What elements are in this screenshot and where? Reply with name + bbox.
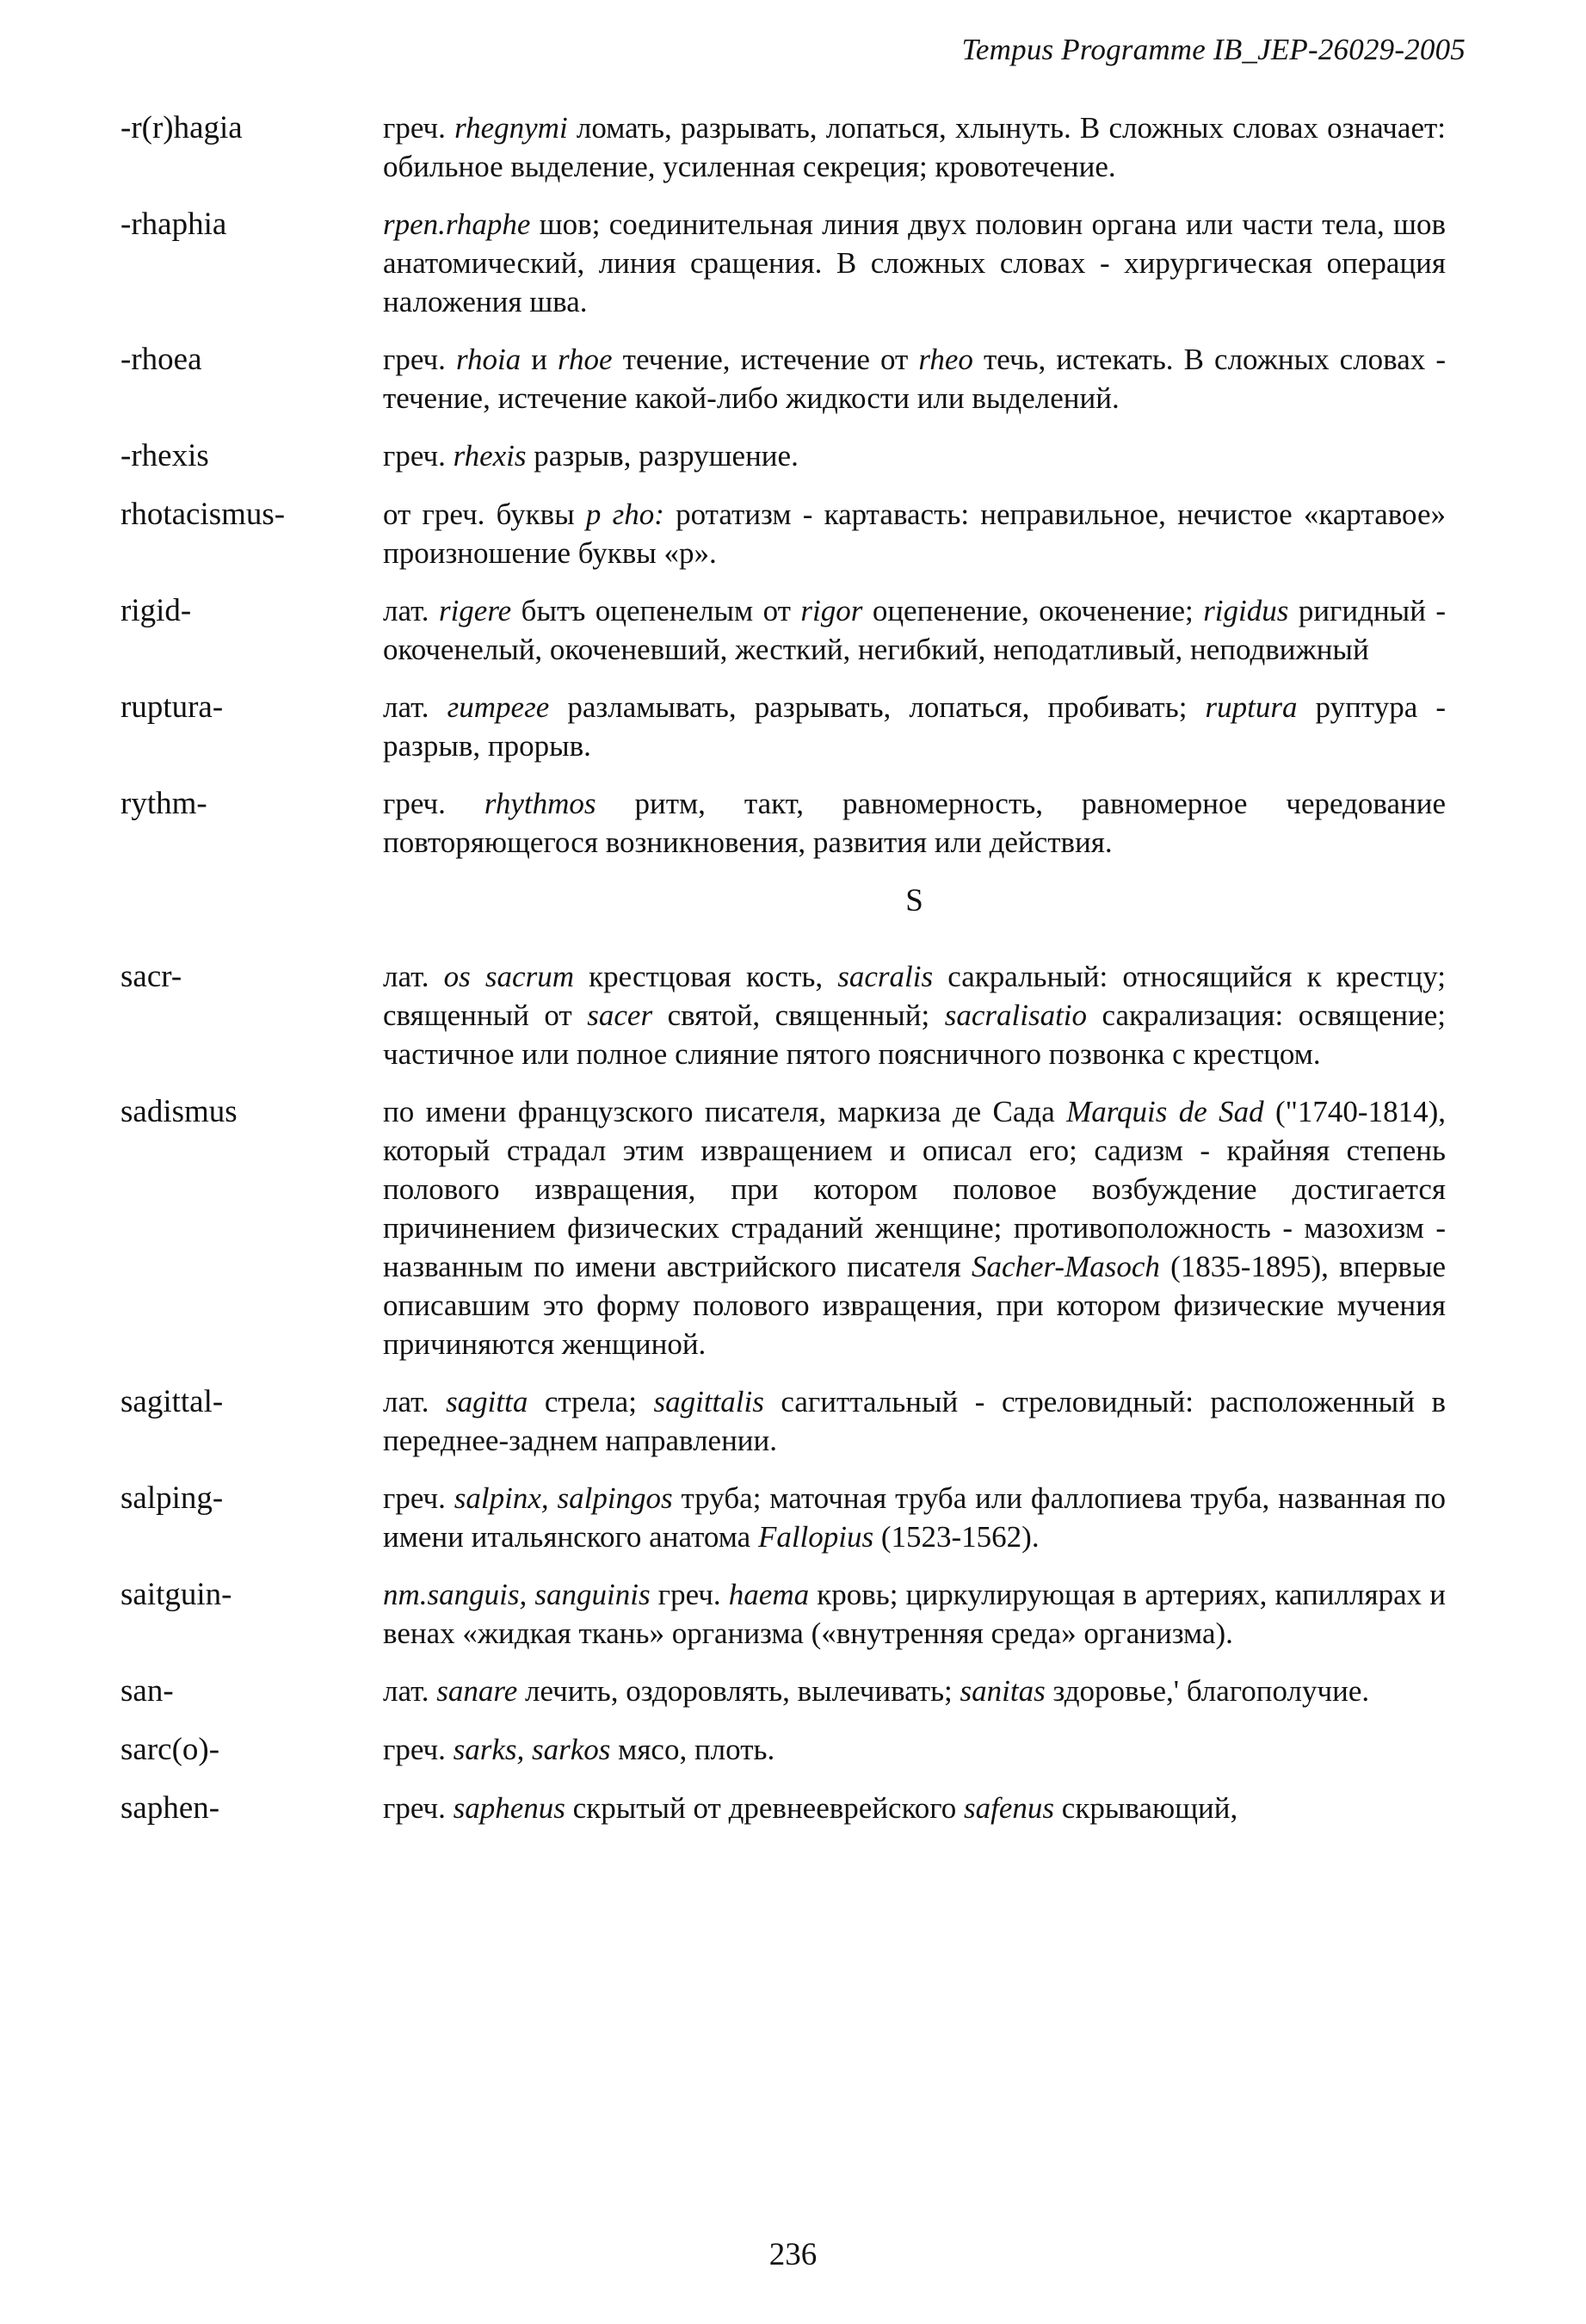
entry-term: -rhexis xyxy=(120,438,209,473)
definition-text: греч. xyxy=(650,1578,729,1611)
definition-text: греч. xyxy=(383,787,484,820)
definition-text: ритм, такт, равномерность, равномерное чередование повторяющегося возникновения, развития или действия. xyxy=(383,787,1447,859)
entry-term: rythm- xyxy=(120,786,207,821)
definition-italic-text: sacralisatio xyxy=(944,998,1088,1032)
definition-text: лат. xyxy=(383,1674,437,1708)
section-letter: S xyxy=(905,883,923,918)
glossary-entry xyxy=(120,108,1446,186)
definition-text: греч. xyxy=(383,111,455,145)
definition-text: греч. xyxy=(383,1481,454,1515)
definition-text: ротатизм - картавасть: неправильное, нечистое «картавое» произношение буквы «р». xyxy=(383,498,1446,570)
entry-term: rigid- xyxy=(120,593,192,628)
entry-definition xyxy=(383,1672,1446,1711)
definition-text: течение, истечение от xyxy=(612,343,919,376)
definition-text: сакральный: относящийся к крестцу; священный от xyxy=(383,960,1446,1032)
definition-text: лат. xyxy=(383,960,444,993)
definition-text: шов; соединительная линия двух половин органа или части тела, шов анатомический, линия сращения. В сложных словах - хирургическая операция наложения шва. xyxy=(383,207,1446,318)
entry-term: -r(r)hagia xyxy=(120,110,243,145)
entry-term: -rhaphia xyxy=(120,207,227,242)
definition-text: кровь; циркулирующая в артериях, капиллярах и венах «жидкая ткань» организма («внутренняя среда» организма). xyxy=(383,1578,1446,1650)
definition-italic-text: sacralis xyxy=(837,960,934,993)
entry-term: san- xyxy=(120,1673,174,1709)
running-header: Tempus Programme IB_JEP-26029-2005 xyxy=(961,33,1466,66)
definition-text: греч. xyxy=(383,1733,454,1766)
definition-italic-text: sanare xyxy=(436,1674,518,1708)
entry-definition xyxy=(383,1479,1446,1556)
entry-term: sadismus xyxy=(120,1094,238,1129)
definition-text: сакрализация: освящение; частичное или полное слияние пятого поясничного позвонка с крестцом. xyxy=(383,998,1446,1071)
definition-text: от греч. буквы xyxy=(383,498,586,531)
definition-italic-text: sacer xyxy=(587,998,653,1032)
entry-term: sarc(o)- xyxy=(120,1732,220,1767)
definition-italic-text: rhoe xyxy=(558,343,613,376)
definition-text: и xyxy=(521,343,558,376)
definition-text: сагиттальный - стреловидный: расположенный в переднее-заднем направлении. xyxy=(383,1385,1446,1457)
definition-italic-text: safenus xyxy=(964,1791,1055,1825)
definition-italic-text: rhegnymi xyxy=(454,111,568,145)
definition-italic-text: rigidus xyxy=(1203,594,1289,627)
definition-text: руптура - разрыв, прорыв. xyxy=(383,690,1447,763)
entry-term: -rhoea xyxy=(120,342,202,377)
definition-italic-text: rigere xyxy=(438,594,512,627)
definition-italic-text: rigor xyxy=(800,594,863,627)
definition-italic-text: sarks, sarkos xyxy=(453,1733,611,1766)
glossary-entry xyxy=(120,1789,1446,1828)
glossary-entry xyxy=(120,1092,1446,1363)
definition-italic-text: р гhо: xyxy=(585,498,664,531)
definition-text: бытъ оцепенелым от xyxy=(511,594,801,627)
definition-text: лат. xyxy=(383,1385,447,1419)
definition-italic-text: rhythmos xyxy=(484,787,596,820)
definition-italic-text: haema xyxy=(728,1578,810,1611)
definition-italic-text: rhexis xyxy=(453,439,527,473)
definition-italic-text: sagittalis xyxy=(653,1385,764,1419)
glossary-entry xyxy=(120,1575,1446,1653)
entry-definition xyxy=(383,436,1446,476)
glossary-entry xyxy=(120,591,1446,669)
definition-italic-text: sagitta xyxy=(446,1385,528,1419)
definition-italic-text: rheo xyxy=(918,343,973,376)
definition-text: греч. xyxy=(383,439,454,473)
entry-list-r xyxy=(120,108,1446,862)
definition-text: стрела; xyxy=(528,1385,654,1419)
definition-text: (1835-1895), впервые описавшим это форму полового извращения, при котором физические мучения причиняются женщиной. xyxy=(383,1250,1446,1361)
entry-term: saphen- xyxy=(120,1790,220,1826)
glossary-entry xyxy=(120,784,1446,862)
entry-list-s xyxy=(120,957,1446,1828)
entry-definition xyxy=(383,1789,1446,1828)
entry-definition xyxy=(383,495,1446,572)
glossary-entry xyxy=(120,688,1446,765)
glossary-entry xyxy=(120,205,1446,321)
entry-term: salping- xyxy=(120,1480,224,1516)
definition-text: греч. xyxy=(383,1791,454,1825)
definition-text: лат. xyxy=(383,594,439,627)
glossary-entry xyxy=(120,1730,1446,1770)
definition-text: оцепенение, окоченение; xyxy=(862,594,1204,627)
definition-text: труба; маточная труба или фаллопиева труба, названная по имени итальянского анатома xyxy=(383,1481,1446,1554)
definition-text: (1523-1562). xyxy=(873,1520,1040,1554)
glossary-entry xyxy=(120,340,1446,417)
definition-italic-text: nm.sanguis, sanguinis xyxy=(383,1578,651,1611)
definition-italic-text: Sacher-Masoch xyxy=(971,1250,1160,1283)
definition-text: ломать, разрывать, лопаться, хлынуть. В сложных словах означает: обильное выделение, усиленная секреция; кровотечение. xyxy=(383,111,1446,183)
definition-text: лат. xyxy=(383,690,447,724)
definition-text: ("1740-1814), который страдал этим извращением и описал его; садизм - крайняя степень полового извращения, при котором половое возбуждение достигается причинением физических страданий женщине; противоположность - мазохизм - названным по имени австрийского писателя xyxy=(383,1095,1446,1283)
entry-definition xyxy=(383,1092,1446,1363)
definition-text: святой, священный; xyxy=(652,998,945,1032)
definition-text: по имени французского писателя, маркиза де Сада xyxy=(383,1095,1067,1128)
definition-text: течь, истекать. В сложных словах - течение, истечение какой-либо жидкости или выделений. xyxy=(383,343,1446,415)
entry-definition xyxy=(383,205,1446,321)
entry-term: saitguin- xyxy=(120,1577,232,1612)
entry-definition xyxy=(383,957,1446,1073)
definition-italic-text: rpen.rhaphe xyxy=(383,207,531,241)
definition-text: скрывающий, xyxy=(1054,1791,1238,1825)
definition-italic-text: os sacrum xyxy=(443,960,574,993)
definition-text: скрытый от древнееврейского xyxy=(565,1791,965,1825)
glossary-entries xyxy=(120,108,1446,1847)
definition-text: крестцовая кость, xyxy=(573,960,838,993)
glossary-entry xyxy=(120,957,1446,1073)
entry-term: sagittal- xyxy=(120,1384,224,1419)
definition-italic-text: rhoia xyxy=(455,343,521,376)
glossary-entry xyxy=(120,1382,1446,1460)
definition-text: мясо, плоть. xyxy=(610,1733,775,1766)
glossary-entry xyxy=(120,495,1446,572)
definition-italic-text: гитреге xyxy=(447,690,550,724)
entry-term: sacr- xyxy=(120,959,182,994)
glossary-entry xyxy=(120,1672,1446,1711)
entry-definition xyxy=(383,784,1446,862)
definition-italic-text: Fallopius xyxy=(757,1520,874,1554)
entry-definition xyxy=(383,108,1446,186)
entry-definition xyxy=(383,688,1446,765)
definition-italic-text: Marquis de Sad xyxy=(1066,1095,1264,1128)
definition-italic-text: saphenus xyxy=(453,1791,565,1825)
entry-term: ruptura- xyxy=(120,689,224,725)
definition-text: разламывать, разрывать, лопаться, пробивать; xyxy=(549,690,1206,724)
entry-definition xyxy=(383,1730,1446,1770)
entry-definition xyxy=(383,1382,1446,1460)
entry-definition xyxy=(383,340,1446,417)
page-number: 236 xyxy=(768,2237,818,2272)
glossary-entry xyxy=(120,436,1446,476)
definition-italic-text: salpinx, salpingos xyxy=(454,1481,673,1515)
definition-text: здоровье,' благополучие. xyxy=(1045,1674,1370,1708)
definition-text: разрыв, разрушение. xyxy=(526,439,799,473)
entry-definition xyxy=(383,1575,1446,1653)
entry-definition xyxy=(383,591,1446,669)
definition-italic-text: ruptura xyxy=(1205,690,1298,724)
definition-text: ригидный - окоченелый, окоченевший, жесткий, негибкий, неподатливый, неподвижный xyxy=(383,594,1447,666)
entry-term: rhotacismus- xyxy=(120,497,286,532)
definition-text: греч. xyxy=(383,343,456,376)
definition-text: лечить, оздоровлять, вылечивать; xyxy=(517,1674,960,1708)
glossary-entry xyxy=(120,1479,1446,1556)
definition-italic-text: sanitas xyxy=(960,1674,1046,1708)
